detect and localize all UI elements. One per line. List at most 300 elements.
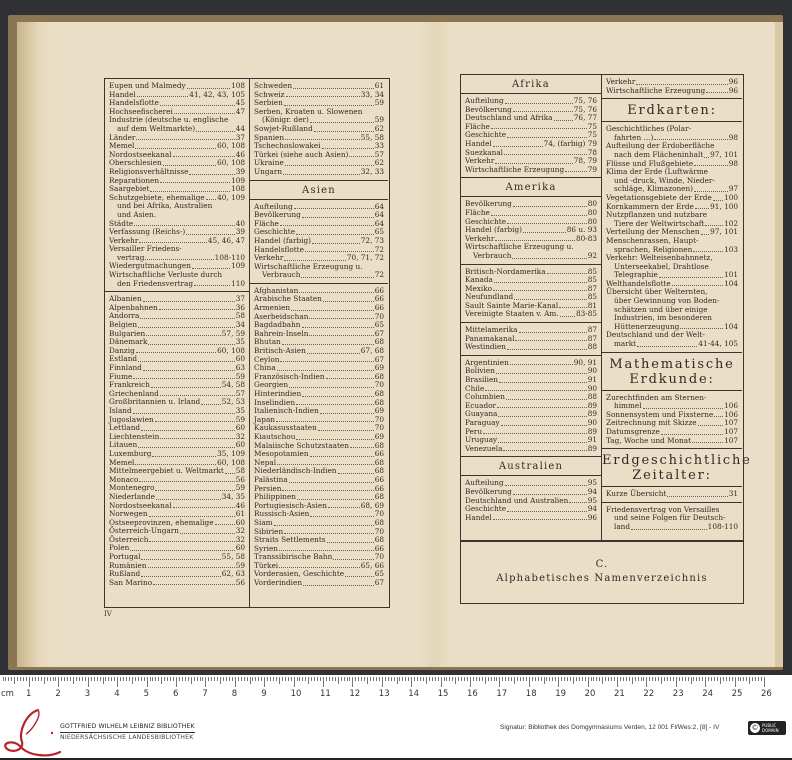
ruler-tick (132, 677, 133, 684)
ruler-tick (370, 677, 371, 681)
entry-label: Guayana (465, 409, 498, 419)
ruler-tick (544, 677, 545, 684)
dot-leader (714, 411, 723, 418)
dot-leader (299, 287, 373, 294)
ruler-tick (358, 677, 359, 681)
section-heading: Asien (250, 181, 388, 200)
dot-leader (276, 416, 374, 423)
entry-page-number: 87 (587, 283, 597, 293)
entry-page-number: 85 (587, 275, 597, 285)
entry-label: Handelsflotte (109, 98, 159, 108)
ruler-tick (47, 677, 48, 681)
entry-page-number: 58 (235, 311, 245, 321)
ruler-tick (123, 677, 124, 681)
dot-leader (274, 519, 374, 526)
ruler-tick (58, 677, 59, 687)
ruler-label: 7 (202, 689, 208, 699)
ruler-tick (726, 677, 727, 681)
ruler-tick (532, 677, 533, 681)
dot-leader (146, 330, 221, 337)
ruler-tick (526, 677, 527, 681)
ruler-label: 1 (26, 689, 32, 699)
entry-page-number: 80 (587, 216, 597, 226)
ruler-tick (529, 677, 530, 687)
ruler-tick (444, 677, 445, 681)
dot-leader (693, 246, 723, 253)
entry-label: Geschichte (465, 130, 507, 140)
entry-page-number: 59 (374, 98, 384, 108)
entry-page-number: 70, 71, 72 (346, 253, 384, 263)
entry-page-number: 58 (235, 466, 245, 476)
ruler-tick (420, 677, 421, 681)
dot-leader (225, 467, 235, 474)
ruler-tick (114, 677, 115, 681)
ruler-tick (279, 677, 280, 684)
ruler-tick (379, 677, 380, 681)
dot-leader (302, 390, 374, 397)
ruler-tick (635, 677, 636, 681)
entry-page-number: 60 (235, 440, 245, 450)
ruler-tick (311, 677, 312, 681)
section-c-letter: C. (595, 559, 609, 570)
dot-leader (519, 326, 587, 333)
dot-leader (349, 151, 373, 158)
ruler-tick (367, 677, 368, 684)
entry-page-number: 68 (374, 457, 384, 467)
entry-page-number: 62, 63 (221, 569, 245, 579)
ruler-tick (155, 677, 156, 681)
ruler-tick (752, 677, 753, 681)
ruler-tick (605, 677, 606, 681)
entry-label: Kiautschou (254, 431, 296, 441)
entry-label: Aufteilung (465, 478, 504, 488)
entry-page-number: 89 (587, 409, 597, 419)
dot-leader (523, 226, 566, 233)
ruler-tick (329, 677, 330, 681)
entry-page-number: 89 (587, 400, 597, 410)
index-section (461, 323, 601, 356)
entry-label: Armenien (254, 303, 291, 313)
dot-leader (507, 505, 587, 512)
ruler-tick (411, 677, 412, 687)
dot-leader (510, 359, 573, 366)
dot-leader (654, 134, 727, 141)
dot-leader (302, 321, 374, 328)
entry-page-number: 66 (374, 449, 384, 459)
entry-label: Wirtschaftliche Verluste durch (109, 270, 223, 280)
dot-leader (160, 390, 235, 397)
entry-page-number: 69 (374, 406, 384, 416)
ruler-tick (408, 677, 409, 681)
entry-page-number: 65 (374, 320, 384, 330)
entry-page-number: 35 (235, 337, 245, 347)
ruler-tick (426, 677, 427, 684)
entry-page-number: 68 (374, 440, 384, 450)
ruler-tick (247, 677, 248, 681)
ruler-tick (20, 677, 21, 681)
ruler-label: 26 (761, 689, 772, 699)
ruler-label: 17 (496, 689, 508, 699)
entry-page-number: 56 (235, 577, 245, 587)
dot-leader (493, 514, 587, 521)
entry-label: Vegetationsgebiete der Erde (606, 192, 712, 202)
ruler-tick (499, 677, 500, 687)
dot-leader (133, 407, 235, 414)
entry-label: Aufteilung (465, 96, 504, 105)
index-section (250, 200, 388, 284)
ruler-tick (593, 677, 594, 681)
entry-label: Eupen und Malmedy (109, 81, 186, 90)
ruler-tick (458, 677, 459, 681)
dot-leader (291, 304, 374, 311)
entry-label: Alpenbahnen (109, 302, 158, 312)
ruler-tick (414, 677, 415, 681)
index-section (602, 391, 742, 450)
entry-label: (Königr. der) (262, 115, 309, 125)
entry-label: sprachen, Religionen (614, 244, 693, 254)
entry-label: Portugiesisch-Asien (254, 500, 327, 510)
ruler-tick (82, 677, 83, 681)
section-heading-large: Erdkarten: (602, 99, 742, 122)
dot-leader (284, 99, 374, 106)
entry-label: schätzen und über einige (614, 304, 708, 314)
entry-page-number: 60 (235, 354, 245, 364)
entry-page-number: 45 (235, 98, 245, 108)
ruler-tick (693, 677, 694, 681)
ruler-tick (167, 677, 168, 681)
ruler-tick (382, 677, 383, 687)
ruler-label: 13 (378, 689, 390, 699)
entry-label: Handelsflotte (254, 244, 304, 254)
ruler-tick (138, 677, 139, 681)
entry-page-number: 66 (374, 474, 384, 484)
entry-label: Tschechoslowakei (254, 141, 321, 151)
entry-label: Hüttenerzeugung (614, 321, 680, 331)
ruler-tick (258, 677, 259, 681)
dot-leader (706, 87, 728, 94)
index-entry (606, 87, 738, 96)
entry-label: über Gewinnung von Boden- (614, 296, 720, 306)
entry-label: Philippinen (254, 492, 297, 502)
ruler-label: 19 (555, 689, 567, 699)
dot-leader (189, 168, 234, 175)
entry-label: Sault Sainte Marie-Kanal (465, 300, 559, 310)
dot-leader (506, 393, 587, 400)
entry-label: Deutschland und der Welt- (606, 330, 705, 340)
ruler-tick (11, 677, 12, 681)
ruler-label: 15 (437, 689, 449, 699)
ruler-tick (538, 677, 539, 681)
ruler-tick (391, 677, 392, 681)
ruler-tick (435, 677, 436, 681)
entry-label: Wirtschaftliche Erzeugung (606, 85, 706, 95)
right-column-1 (461, 75, 601, 540)
public-domain-badge[interactable] (748, 721, 786, 735)
dot-leader (513, 488, 587, 495)
entry-label: Mittelamerika (465, 325, 518, 335)
entry-label: Britisch-Nordamerika (465, 266, 546, 276)
dot-leader (554, 114, 573, 121)
index-section (105, 79, 249, 292)
entry-page-number: 32 (235, 431, 245, 441)
index-entry (254, 579, 384, 588)
entry-label: Türkei (254, 560, 279, 570)
entry-page-number: 97, 101 (710, 227, 738, 237)
dot-leader (141, 570, 221, 577)
entry-label: Ungarn (254, 166, 283, 176)
entry-label: und -druck, Winde, Nieder- (614, 175, 715, 185)
entry-label: Aserbeidschan (254, 311, 309, 321)
entry-label: Bolivien (465, 366, 495, 376)
entry-page-number: 52, 53 (221, 397, 245, 407)
dot-leader (507, 343, 587, 350)
dot-leader (140, 312, 234, 319)
ruler-label: 4 (114, 689, 120, 699)
ruler-tick (585, 677, 586, 681)
ruler-tick (220, 677, 221, 684)
ruler-tick (561, 677, 562, 681)
entry-label: Russisch-Asien (254, 509, 310, 519)
ruler-tick (73, 677, 74, 684)
dot-leader (643, 402, 724, 409)
index-section (105, 292, 249, 590)
entry-label: Religionsverhältnisse (109, 166, 189, 176)
dot-leader (514, 293, 586, 300)
dot-leader (667, 490, 727, 497)
ruler-tick (679, 677, 680, 681)
ruler-tick (299, 677, 300, 681)
dot-leader (136, 347, 216, 354)
dot-leader (160, 433, 234, 440)
entry-label: Fläche (254, 218, 279, 228)
ruler-tick (179, 677, 180, 681)
dot-leader (637, 340, 697, 347)
ruler-tick (105, 677, 106, 681)
entry-page-number: 80 (587, 199, 597, 209)
entry-label: Malaiische Schutzstaaten (254, 440, 349, 450)
entry-page-number: 70 (374, 423, 384, 433)
dot-leader (148, 562, 235, 569)
dot-leader (138, 321, 235, 328)
dot-leader (174, 108, 235, 115)
index-entry (465, 376, 597, 385)
entry-page-number: 86 u. 93 (566, 225, 597, 235)
ruler-tick (405, 677, 406, 681)
entry-label: Tag, Woche und Monat (606, 435, 692, 445)
entry-label: Danzig (109, 345, 135, 355)
entry-label: Kanada (465, 275, 493, 285)
ruler-tick (764, 677, 765, 687)
left-index-table (104, 78, 390, 608)
dot-leader (704, 151, 709, 158)
ruler-tick (746, 677, 747, 681)
dot-leader (698, 419, 723, 426)
dot-leader (312, 237, 360, 244)
dot-leader (293, 82, 374, 89)
entry-label: Schweiz (254, 89, 285, 99)
ruler-tick (341, 677, 342, 681)
dot-leader (137, 91, 189, 98)
entry-page-number: 98 (728, 132, 738, 142)
index-entry (606, 523, 738, 532)
section-heading-large: Erdgeschichtliche Zeitalter: (602, 449, 742, 487)
ruler-tick (97, 677, 98, 681)
dot-leader (296, 433, 373, 440)
entry-label: Bevölkerung (465, 486, 512, 496)
dot-leader (279, 545, 374, 552)
entry-page-number: 70 (374, 380, 384, 390)
entry-page-number: 70 (374, 414, 384, 424)
ruler-label: 2 (55, 689, 61, 699)
ruler-tick (523, 677, 524, 681)
entry-page-number: 31 (728, 489, 738, 499)
dot-leader (695, 203, 709, 210)
ruler-tick (147, 677, 148, 687)
ruler-tick (740, 677, 741, 681)
ruler-tick (314, 677, 315, 681)
entry-label: Verbrauch (473, 250, 512, 260)
dot-leader (136, 134, 234, 141)
entry-label: Afghanistan (254, 285, 299, 295)
ruler-tick (626, 677, 627, 681)
ruler-tick (661, 677, 662, 684)
entry-label: Nordostseekanal (109, 149, 172, 159)
ruler-label: 8 (231, 689, 238, 699)
entry-label: Übersicht über Welternten, (606, 287, 708, 297)
entry-label: Brasilien (465, 375, 498, 385)
entry-page-number: 103 (724, 244, 738, 254)
entry-label: Handel (109, 89, 136, 99)
dot-leader (141, 424, 235, 431)
entry-page-number: 90 (587, 418, 597, 427)
index-entry (254, 271, 384, 280)
entry-page-number: 60 (235, 517, 245, 527)
entry-label: Litauen (109, 440, 138, 450)
dot-leader (155, 484, 234, 491)
dot-leader (283, 168, 360, 175)
ruler-tick (44, 677, 45, 684)
index-section (461, 197, 601, 264)
ruler-tick (432, 677, 433, 681)
ruler-tick (8, 677, 9, 681)
entry-page-number: 60, 108 (217, 141, 245, 151)
entry-page-number: 81 (587, 300, 597, 310)
entry-label: Estland (109, 354, 138, 364)
dot-leader (547, 268, 587, 275)
entry-page-number: 44 (235, 123, 245, 133)
ruler-tick (158, 677, 159, 681)
ruler-tick (23, 677, 24, 681)
entry-label: Ostseeprovinzen, ehemalige (109, 517, 214, 527)
ruler-tick (449, 677, 450, 681)
dot-leader (501, 419, 587, 426)
dot-leader (201, 398, 221, 405)
dot-leader (661, 428, 723, 435)
index-entry (109, 579, 245, 588)
dot-leader (280, 220, 374, 227)
entry-label: Fläche (465, 207, 490, 217)
ruler-tick (55, 677, 56, 681)
entry-label: Saargebiet (109, 184, 150, 194)
dot-leader (326, 373, 374, 380)
entry-label: Handel (465, 512, 492, 522)
dot-leader (280, 356, 373, 363)
entry-page-number: 78, 79 (573, 156, 597, 166)
entry-page-number: 40 (235, 218, 245, 228)
entry-page-number: 109 (231, 261, 245, 271)
ruler-tick (361, 677, 362, 681)
ruler-tick (696, 677, 697, 681)
ruler-tick (250, 677, 251, 684)
entry-label: Liechtenstein (109, 431, 160, 441)
dot-leader (320, 407, 374, 414)
ruler-label: 11 (320, 689, 331, 699)
ruler-label: 25 (731, 689, 743, 699)
ruler-tick (667, 677, 668, 681)
index-entry (606, 437, 738, 446)
dot-leader (152, 450, 216, 457)
dot-leader (569, 497, 586, 504)
index-section (250, 284, 388, 591)
entry-label: Telegraphie (614, 270, 658, 280)
ruler-tick (291, 677, 292, 681)
entry-page-number: 45, 46, 47 (207, 235, 245, 245)
entry-page-number: 106 (724, 401, 738, 411)
dot-leader (565, 166, 587, 173)
entry-label: Inselindien (254, 397, 296, 407)
ruler-tick (394, 677, 395, 681)
entry-page-number: 74, (farbig) 79 (543, 138, 597, 148)
entry-label: Geschichtliches (Polar- (606, 124, 692, 134)
entry-label: Städte (109, 218, 134, 228)
dot-leader (150, 185, 230, 192)
ruler-tick (552, 677, 553, 681)
entry-page-number: 68 (374, 337, 384, 347)
entry-label: Kornkammern der Erde (606, 201, 694, 211)
ruler-tick (611, 677, 612, 681)
ruler-tick (135, 677, 136, 681)
ruler-tick (91, 677, 92, 681)
entry-label: Montenegro (109, 483, 155, 493)
dot-leader (491, 209, 587, 216)
entry-label: land (614, 521, 631, 531)
dot-leader (139, 237, 207, 244)
ruler-tick (467, 677, 468, 681)
index-section (461, 356, 601, 458)
ruler-tick (711, 677, 712, 681)
ruler-tick (485, 677, 486, 684)
dot-leader (163, 159, 216, 166)
entry-label: Fläche (465, 121, 490, 131)
dot-leader (694, 185, 728, 192)
entry-page-number: 91 (587, 375, 597, 385)
entry-label: Paraguay (465, 418, 500, 427)
dot-leader (145, 254, 213, 261)
entry-page-number: 59 (235, 371, 245, 381)
entry-page-number: 70 (374, 526, 384, 536)
ruler-tick (35, 677, 36, 681)
ruler-tick (702, 677, 703, 681)
dot-leader (143, 364, 235, 371)
dot-leader (328, 502, 360, 509)
ruler-tick (470, 677, 471, 687)
entry-page-number: 85 (587, 292, 597, 302)
entry-page-number: 66 (374, 294, 384, 304)
ruler-tick (338, 677, 339, 684)
dot-leader (494, 276, 587, 283)
dot-leader (559, 302, 587, 309)
dot-leader (284, 528, 374, 535)
